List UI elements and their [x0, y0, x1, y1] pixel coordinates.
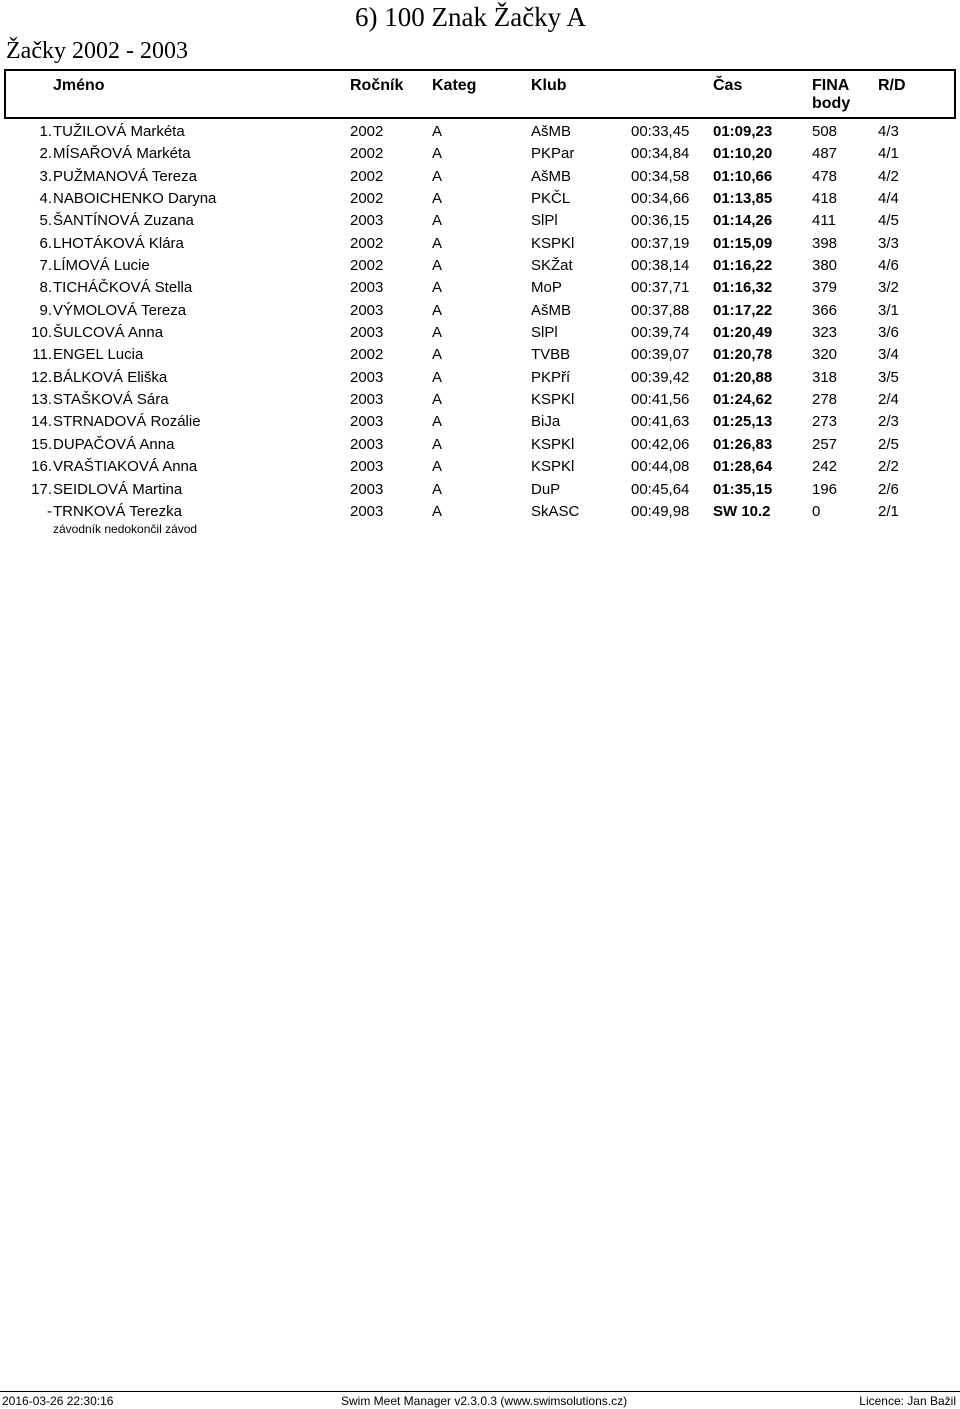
row-category: A	[432, 212, 443, 230]
column-header-rd: R/D	[878, 77, 906, 94]
row-heat-lane: 3/2	[878, 279, 899, 297]
row-category: A	[432, 324, 443, 342]
row-heat-lane: 3/4	[878, 346, 899, 364]
row-final-time: 01:09,23	[713, 123, 773, 140]
row-fina-points: 318	[812, 368, 838, 386]
row-fina-points: 487	[812, 145, 838, 163]
row-rank: 8.	[39, 279, 52, 297]
row-final-time: 01:35,15	[713, 480, 773, 498]
row-club: DuP	[531, 480, 561, 498]
row-heat-lane: 3/3	[878, 234, 899, 252]
column-header-time: Čas	[713, 77, 743, 94]
row-year: 2002	[350, 167, 384, 185]
row-split-time: 00:39,42	[631, 368, 690, 386]
row-category: A	[432, 502, 443, 520]
row-name: ENGEL Lucia	[53, 346, 144, 364]
row-fina-points: 0	[812, 502, 821, 520]
row-club: AšMB	[531, 123, 572, 140]
row-club: BiJa	[531, 413, 561, 431]
row-year: 2003	[350, 502, 384, 520]
table-row	[0, 388, 960, 410]
row-final-time: 01:14,26	[713, 212, 773, 230]
row-fina-points: 411	[812, 212, 836, 230]
row-rank: 11.	[32, 346, 52, 364]
row-name: VÝMOLOVÁ Tereza	[53, 301, 187, 319]
row-split-time: 00:37,71	[631, 279, 690, 297]
row-split-time: 00:39,74	[631, 324, 690, 342]
row-club: MoP	[531, 279, 562, 297]
row-heat-lane: 2/6	[878, 480, 899, 498]
row-year: 2003	[350, 413, 384, 431]
row-split-time: 00:45,64	[631, 480, 690, 498]
row-final-time: SW 10.2	[713, 502, 771, 520]
row-heat-lane: 3/1	[878, 301, 899, 319]
column-header-fina-line1: FINA	[812, 77, 850, 94]
row-fina-points: 478	[812, 167, 838, 185]
row-year: 2003	[350, 480, 384, 498]
row-final-time: 01:10,66	[713, 167, 773, 185]
row-rank: 7.	[39, 257, 52, 275]
row-club: SKŽat	[531, 257, 573, 275]
row-name: MÍSAŘOVÁ Markéta	[53, 145, 191, 163]
column-header-fina-line2: body	[812, 95, 851, 112]
row-rank: -	[47, 502, 52, 520]
row-final-time: 01:15,09	[713, 234, 773, 252]
row-heat-lane: 2/1	[878, 502, 899, 520]
row-category: A	[432, 123, 443, 140]
row-name: ŠULCOVÁ Anna	[53, 324, 164, 342]
row-club: KSPKl	[531, 234, 575, 252]
row-final-time: 01:16,32	[713, 279, 773, 297]
row-heat-lane: 2/2	[878, 458, 899, 476]
table-row	[0, 299, 960, 321]
row-name: PUŽMANOVÁ Tereza	[53, 167, 197, 185]
row-rank: 14.	[31, 413, 52, 431]
row-final-time: 01:24,62	[713, 391, 773, 409]
column-header-name: Jméno	[53, 77, 105, 94]
row-club: PKPar	[531, 145, 575, 163]
row-heat-lane: 4/4	[878, 190, 899, 208]
row-year: 2003	[350, 279, 384, 297]
row-club: PKPří	[531, 368, 571, 386]
row-fina-points: 257	[812, 435, 838, 453]
row-year: 2002	[350, 346, 384, 364]
column-header-club: Klub	[531, 77, 567, 94]
row-heat-lane: 4/2	[878, 167, 899, 185]
row-fina-points: 508	[812, 123, 838, 140]
row-club: KSPKl	[531, 391, 575, 409]
row-split-time: 00:38,14	[631, 257, 690, 275]
row-rank: 9.	[39, 301, 52, 319]
row-final-time: 01:17,22	[713, 301, 773, 319]
column-header-year: Ročník	[350, 77, 404, 94]
event-title: 6) 100 Znak Žačky A	[355, 2, 586, 32]
table-row	[0, 455, 960, 477]
row-fina-points: 323	[812, 324, 838, 342]
row-name: ŠANTÍNOVÁ Zuzana	[53, 212, 194, 230]
row-name: TRNKOVÁ Terezka	[53, 502, 182, 520]
footer-software: Swim Meet Manager v2.3.0.3 (www.swimsolutions.cz)	[341, 1394, 628, 1408]
row-year: 2002	[350, 123, 384, 140]
row-split-time: 00:44,08	[631, 458, 690, 476]
row-rank: 4.	[39, 190, 52, 208]
row-heat-lane: 4/3	[878, 123, 899, 140]
row-category: A	[432, 190, 443, 208]
dnf-note: závodník nedokončil závod	[53, 522, 198, 536]
row-final-time: 01:26,83	[713, 435, 773, 453]
row-heat-lane: 4/6	[878, 257, 899, 275]
row-club: SlPl	[531, 324, 558, 342]
row-category: A	[432, 391, 443, 409]
row-split-time: 00:37,19	[631, 234, 690, 252]
row-name: DUPAČOVÁ Anna	[53, 435, 175, 453]
row-category: A	[432, 301, 443, 319]
row-split-time: 00:39,07	[631, 346, 690, 364]
row-category: A	[432, 480, 443, 498]
row-split-time: 00:42,06	[631, 435, 690, 453]
table-row	[0, 120, 960, 142]
row-final-time: 01:10,20	[713, 145, 773, 163]
row-year: 2002	[350, 234, 384, 252]
row-final-time: 01:20,49	[713, 324, 773, 342]
row-split-time: 00:34,84	[631, 145, 690, 163]
row-split-time: 00:37,88	[631, 301, 690, 319]
row-split-time: 00:33,45	[631, 123, 690, 140]
row-category: A	[432, 458, 443, 476]
row-split-time: 00:34,58	[631, 167, 690, 185]
row-heat-lane: 3/5	[878, 368, 899, 386]
row-category: A	[432, 435, 443, 453]
row-name: SEIDLOVÁ Martina	[53, 480, 183, 498]
table-row	[0, 142, 960, 164]
row-heat-lane: 4/5	[878, 212, 899, 230]
column-header-category: Kateg	[432, 77, 477, 94]
table-row	[0, 410, 960, 432]
row-name: STAŠKOVÁ Sára	[53, 391, 169, 409]
row-rank: 6.	[39, 234, 52, 252]
row-category: A	[432, 279, 443, 297]
table-row	[0, 165, 960, 187]
table-row	[0, 433, 960, 455]
row-name: LHOTÁKOVÁ Klára	[53, 234, 184, 252]
row-rank: 3.	[39, 167, 52, 185]
row-year: 2003	[350, 368, 384, 386]
row-year: 2002	[350, 257, 384, 275]
row-club: SkASC	[531, 502, 580, 520]
page-footer	[0, 1391, 960, 1409]
row-fina-points: 273	[812, 413, 838, 431]
row-final-time: 01:20,88	[713, 368, 773, 386]
row-category: A	[432, 368, 443, 386]
row-category: A	[432, 234, 443, 252]
row-split-time: 00:36,15	[631, 212, 690, 230]
row-name: VRAŠTIAKOVÁ Anna	[53, 458, 198, 476]
row-year: 2003	[350, 435, 384, 453]
row-fina-points: 418	[812, 190, 838, 208]
row-category: A	[432, 257, 443, 275]
row-rank: 16.	[31, 458, 52, 476]
row-category: A	[432, 346, 443, 364]
results-table	[0, 120, 960, 522]
row-final-time: 01:20,78	[713, 346, 773, 364]
row-split-time: 00:49,98	[631, 502, 690, 520]
row-name: TICHÁČKOVÁ Stella	[53, 279, 193, 297]
row-name: STRNADOVÁ Rozálie	[53, 413, 201, 431]
table-row	[0, 343, 960, 365]
row-year: 2003	[350, 301, 384, 319]
table-row	[0, 209, 960, 231]
row-year: 2003	[350, 212, 384, 230]
row-year: 2003	[350, 458, 384, 476]
table-row	[0, 254, 960, 276]
table-header	[4, 69, 956, 119]
row-club: KSPKl	[531, 435, 575, 453]
row-fina-points: 320	[812, 346, 838, 364]
row-rank: 12.	[31, 368, 52, 386]
row-category: A	[432, 167, 443, 185]
row-heat-lane: 2/3	[878, 413, 899, 431]
table-row	[0, 366, 960, 388]
table-row	[0, 478, 960, 500]
row-heat-lane: 2/4	[878, 391, 899, 409]
row-fina-points: 278	[812, 391, 838, 409]
table-row	[0, 232, 960, 254]
row-rank: 13.	[31, 391, 52, 409]
row-year: 2002	[350, 190, 384, 208]
row-club: TVBB	[531, 346, 571, 364]
row-split-time: 00:41,63	[631, 413, 690, 431]
table-row	[0, 187, 960, 209]
row-final-time: 01:13,85	[713, 190, 773, 208]
row-fina-points: 398	[812, 234, 838, 252]
row-rank: 17.	[31, 480, 52, 498]
row-category: A	[432, 413, 443, 431]
row-category: A	[432, 145, 443, 163]
row-heat-lane: 4/1	[878, 145, 899, 163]
row-final-time: 01:28,64	[713, 458, 773, 476]
row-final-time: 01:25,13	[713, 413, 773, 431]
row-final-time: 01:16,22	[713, 257, 773, 275]
row-year: 2003	[350, 324, 384, 342]
row-split-time: 00:34,66	[631, 190, 690, 208]
row-rank: 5.	[39, 212, 52, 230]
row-club: AšMB	[531, 167, 572, 185]
row-name: LÍMOVÁ Lucie	[53, 257, 150, 275]
row-heat-lane: 3/6	[878, 324, 899, 342]
row-name: BÁLKOVÁ Eliška	[53, 368, 168, 386]
row-fina-points: 366	[812, 301, 838, 319]
row-rank: 1.	[39, 123, 52, 140]
row-rank: 2.	[39, 145, 52, 163]
row-name: NABOICHENKO Daryna	[53, 190, 217, 208]
row-club: KSPKl	[531, 458, 575, 476]
row-name: TUŽILOVÁ Markéta	[53, 123, 185, 140]
footer-licence: Licence: Jan Bažil	[859, 1394, 956, 1408]
table-row	[0, 321, 960, 343]
row-rank: 10.	[31, 324, 52, 342]
row-club: PKČL	[531, 190, 571, 208]
row-rank: 15.	[31, 435, 52, 453]
row-fina-points: 242	[812, 458, 838, 476]
row-year: 2003	[350, 391, 384, 409]
row-heat-lane: 2/5	[878, 435, 899, 453]
row-fina-points: 379	[812, 279, 838, 297]
row-club: AšMB	[531, 301, 572, 319]
row-fina-points: 196	[812, 480, 838, 498]
row-year: 2002	[350, 145, 384, 163]
table-row	[0, 276, 960, 298]
category-title: Žačky 2002 - 2003	[6, 38, 188, 64]
table-row	[0, 500, 960, 522]
row-split-time: 00:41,56	[631, 391, 690, 409]
row-fina-points: 380	[812, 257, 838, 275]
footer-timestamp: 2016-03-26 22:30:16	[2, 1394, 114, 1408]
row-club: SlPl	[531, 212, 558, 230]
